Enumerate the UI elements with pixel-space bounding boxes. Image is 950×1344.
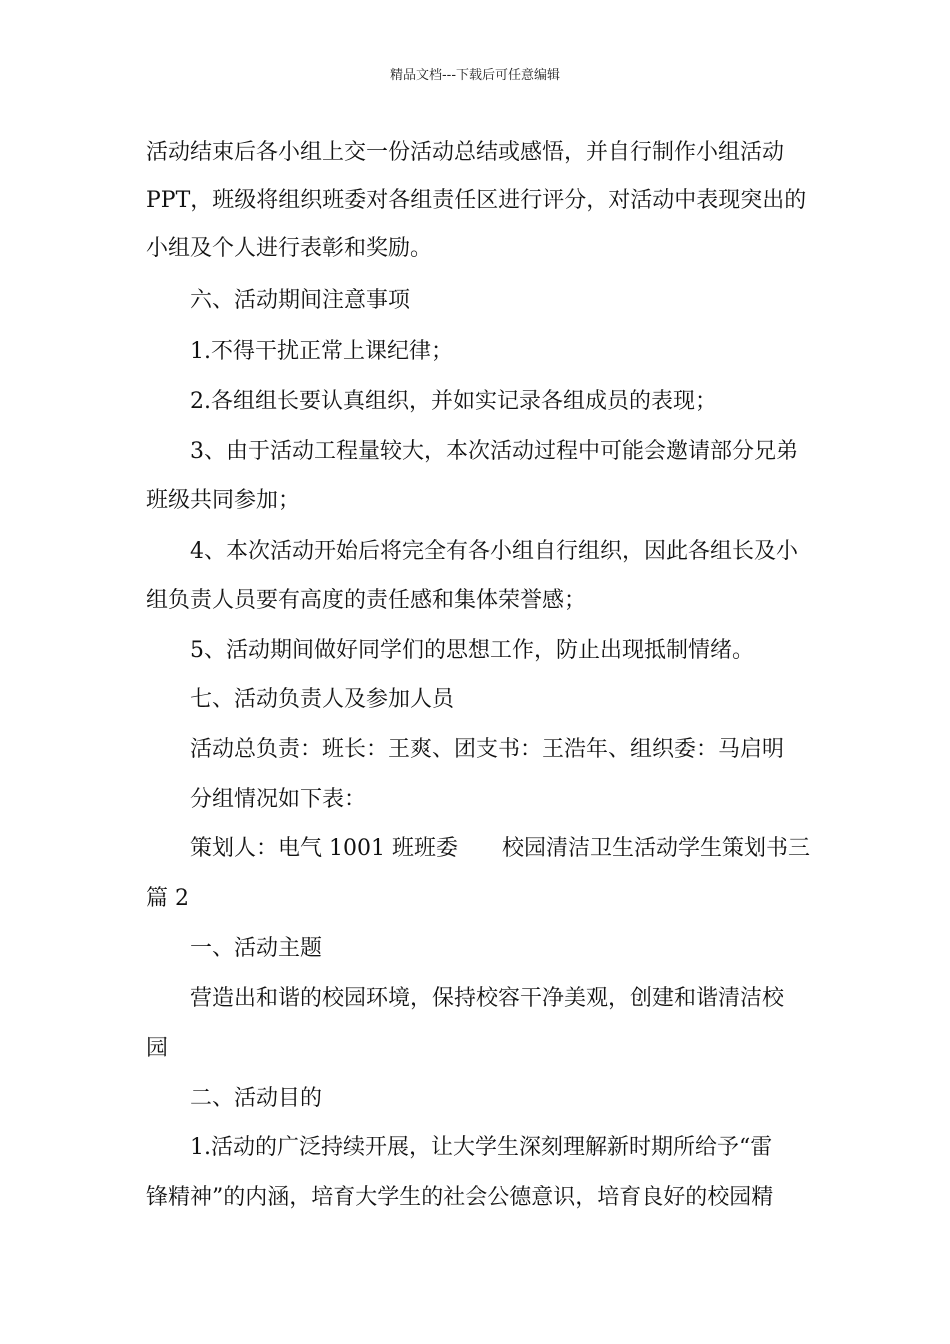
paragraph-line: 策划人：电气 1001 班班委 校园清洁卫生活动学生策划书三	[190, 836, 810, 861]
list-item: 3、由于活动工程量较大，本次活动过程中可能会邀请部分兄弟	[190, 439, 798, 464]
list-item: 1.不得干扰正常上课纪律；	[190, 339, 453, 364]
paragraph-line: 营造出和谐的校园环境，保持校容干净美观，创建和谐清洁校	[190, 986, 785, 1011]
list-item: 4、本次活动开始后将完全有各小组自行组织，因此各组长及小	[190, 539, 798, 564]
page-header: 精品文档---下载后可任意编辑	[389, 68, 561, 83]
section-heading: 七、活动负责人及参加人员	[190, 687, 455, 712]
list-item-continuation: 锋精神”的内涵，培育大学生的社会公德意识，培育良好的校园精	[146, 1185, 774, 1210]
section-heading: 一、活动主题	[190, 936, 323, 961]
list-item-continuation: 组负责人员要有高度的责任感和集体荣誉感；	[146, 588, 587, 613]
paragraph-line: 活动结束后各小组上交一份活动总结或感悟，并自行制作小组活动	[146, 140, 785, 165]
paragraph-line: 篇 2	[146, 886, 189, 911]
paragraph-line: PPT，班级将组织班委对各组责任区进行评分，对活动中表现突出的	[146, 188, 807, 213]
paragraph-line: 活动总负责：班长：王爽、团支书：王浩年、组织委：马启明	[190, 737, 785, 762]
paragraph-line: 分组情况如下表：	[190, 787, 367, 812]
section-heading: 二、活动目的	[190, 1086, 323, 1111]
list-item: 2.各组组长要认真组织，并如实记录各组成员的表现；	[190, 389, 717, 414]
list-item-continuation: 班级共同参加；	[146, 488, 301, 513]
paragraph-line: 小组及个人进行表彰和奖励。	[146, 236, 433, 261]
paragraph-line: 园	[146, 1036, 169, 1061]
list-item: 1.活动的广泛持续开展，让大学生深刻理解新时期所给予“雷	[190, 1135, 773, 1160]
section-heading: 六、活动期间注意事项	[190, 288, 411, 313]
list-item: 5、活动期间做好同学们的思想工作，防止出现抵制情绪。	[190, 638, 754, 663]
